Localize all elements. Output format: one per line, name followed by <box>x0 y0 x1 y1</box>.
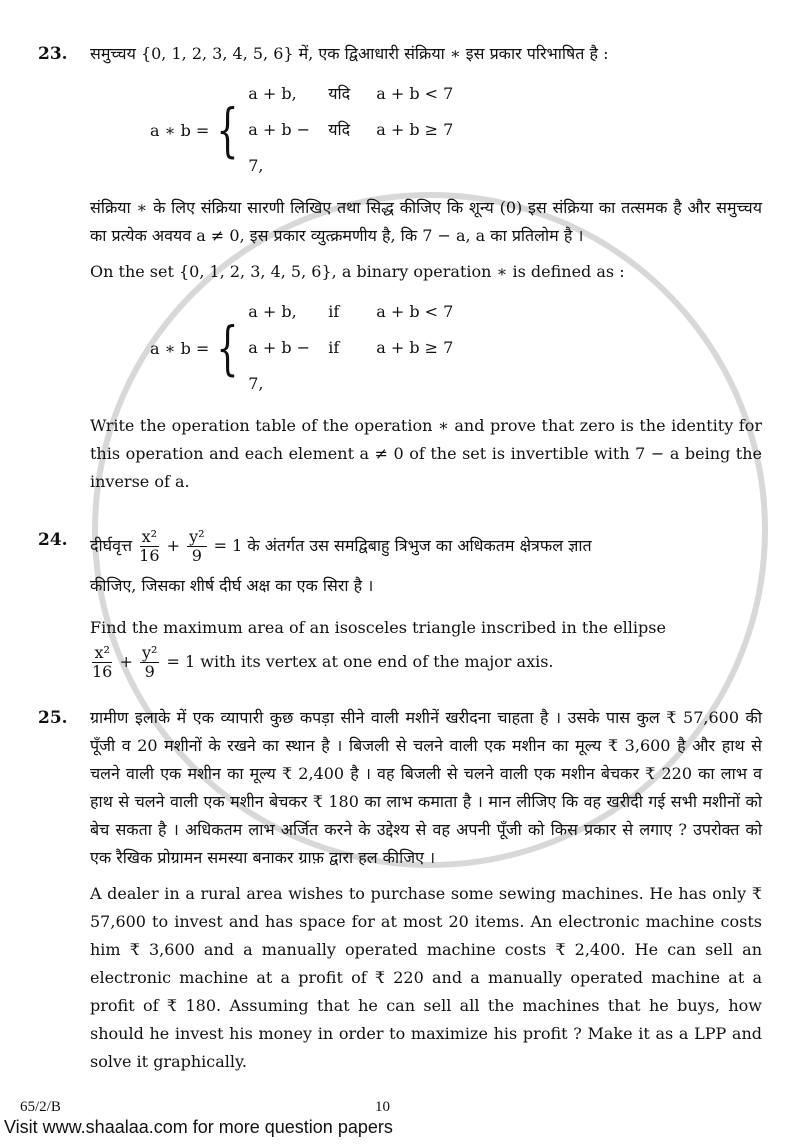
fraction <box>187 528 206 565</box>
paper-code: 65/2/B <box>20 1099 61 1115</box>
q23-hindi-body: संक्रिया ∗ के लिए संक्रिया सारणी लिखिए तथा सिद्ध कीजिए कि शून्य (0) इस संक्रिया का तत्समक है और समुच्चय का प्रत्येक अवयव a ≠ 0, इस प्रकार व्युत्क्रमणीय है, कि 7 − a, a का प्रतिलोम है । <box>90 198 762 245</box>
plus: + <box>119 652 133 671</box>
piecewise-lhs: a ∗ b = <box>150 338 210 358</box>
case-expr: a + b, <box>248 84 297 103</box>
question-number: 23. <box>38 44 68 64</box>
numerator: x² <box>141 527 158 546</box>
question-25 <box>38 704 762 1084</box>
case-if: if <box>328 302 340 321</box>
text: with its vertex at one end of the major axis. <box>200 652 554 671</box>
case-cond: a + b < 7 <box>376 302 454 321</box>
equals: = 1 <box>213 536 243 555</box>
denominator: 9 <box>191 546 202 565</box>
q23-english-intro: On the set {0, 1, 2, 3, 4, 5, 6}, a binary operation ∗ is defined as : <box>90 262 625 281</box>
case-if: यदि <box>328 120 351 139</box>
q23-english-body: Write the operation table of the operation ∗ and prove that zero is the identity for this operation and each element a ≠ 0 of the set is invertible with 7 − a being the inverse of a. <box>90 416 762 491</box>
case-expr: a + b, <box>248 302 297 321</box>
q25-english-body: A dealer in a rural area wishes to purchase some sewing machines. He has only ₹ 57,600 to invest and has space for at most 20 items. An electronic machine costs him ₹ 3,600 and a manually operated machine costs ₹ 2,400. He can sell an electronic machine at a profit of ₹ 220 and a manually operated machine at a profit of ₹ 180. Assuming that he can sell all the machines that he buys, how should he invest his money in order to maximize his profit ? Make it as a LPP and solve it graphically. <box>90 884 762 1071</box>
visit-link[interactable]: Visit www.shaalaa.com for more question papers <box>4 1117 393 1137</box>
case-expr: a + b − 7, <box>248 338 311 393</box>
text: कीजिए, जिसका शीर्ष दीर्घ अक्ष का एक सिरा है । <box>90 576 374 595</box>
brace: { <box>216 314 239 382</box>
case-cond: a + b < 7 <box>376 84 454 103</box>
page-number: 10 <box>375 1099 390 1115</box>
q23-english-piecewise <box>150 294 762 402</box>
q24-hindi <box>90 526 762 606</box>
question-number: 24. <box>38 530 68 550</box>
numerator: y² <box>141 643 158 662</box>
piecewise-lhs: a ∗ b = <box>150 120 210 140</box>
numerator: x² <box>94 643 110 662</box>
question-24 <box>38 526 762 690</box>
fraction <box>140 644 159 681</box>
q24-english-line1: Find the maximum area of an isosceles triangle inscribed in the ellipse <box>90 618 666 637</box>
equals: = 1 <box>166 652 196 671</box>
plus: + <box>166 536 181 555</box>
case-if: if <box>328 338 340 357</box>
text: के अंतर्गत उस समद्विबाहु त्रिभुज का अधिकतम क्षेत्रफल ज्ञात <box>247 536 592 555</box>
case-cond: a + b ≥ 7 <box>376 338 454 357</box>
q25-hindi-body: ग्रामीण इलाके में एक व्यापारी कुछ कपड़ा सीने वाली मशीनें खरीदना चाहता है । उसके पास कुल ₹ 57,600 की पूँजी व 20 मशीनों के रखने का स्थान है । बिजली से चलने वाली एक मशीन का मूल्य ₹ 3,600 है और हाथ से चलने वाली एक मशीन का मूल्य ₹ 2,400 है । वह बिजली से चलने वाली एक मशीन बेचकर ₹ 220 का लाभ व हाथ से चलने वाली एक मशीन बेचकर ₹ 180 का लाभ कमाता है । मान लीजिए कि वह खरीदी गई सभी मशीनों को बेच सकता है । अधिकतम लाभ अर्जित करने के उद्देश्य से वह अपनी पूँजी को किस प्रकार से लगाए ? उपरोक्त को एक रैखिक प्रोग्रामन समस्या बनाकर ग्राफ़ द्वारा हल कीजिए । <box>90 708 762 867</box>
denominator: 16 <box>139 546 160 565</box>
brace: { <box>216 96 239 164</box>
q23-hindi-piecewise <box>150 76 762 184</box>
case-cond: a + b ≥ 7 <box>376 120 454 139</box>
denominator: 16 <box>92 662 113 681</box>
q24-english-line2 <box>90 642 762 682</box>
page-footer <box>4 1098 762 1138</box>
case-if: यदि <box>328 84 351 103</box>
fraction <box>139 528 159 565</box>
question-number: 25. <box>38 708 68 728</box>
question-23 <box>38 40 762 504</box>
denominator: 9 <box>144 662 155 681</box>
q23-hindi-intro: समुच्चय {0, 1, 2, 3, 4, 5, 6} में, एक द्विआधारी संक्रिया ∗ इस प्रकार परिभाषित है : <box>90 44 609 63</box>
numerator: y² <box>189 527 205 546</box>
fraction <box>92 644 112 681</box>
case-expr: a + b − 7, <box>248 120 311 175</box>
text: दीर्घवृत्त <box>90 536 133 555</box>
